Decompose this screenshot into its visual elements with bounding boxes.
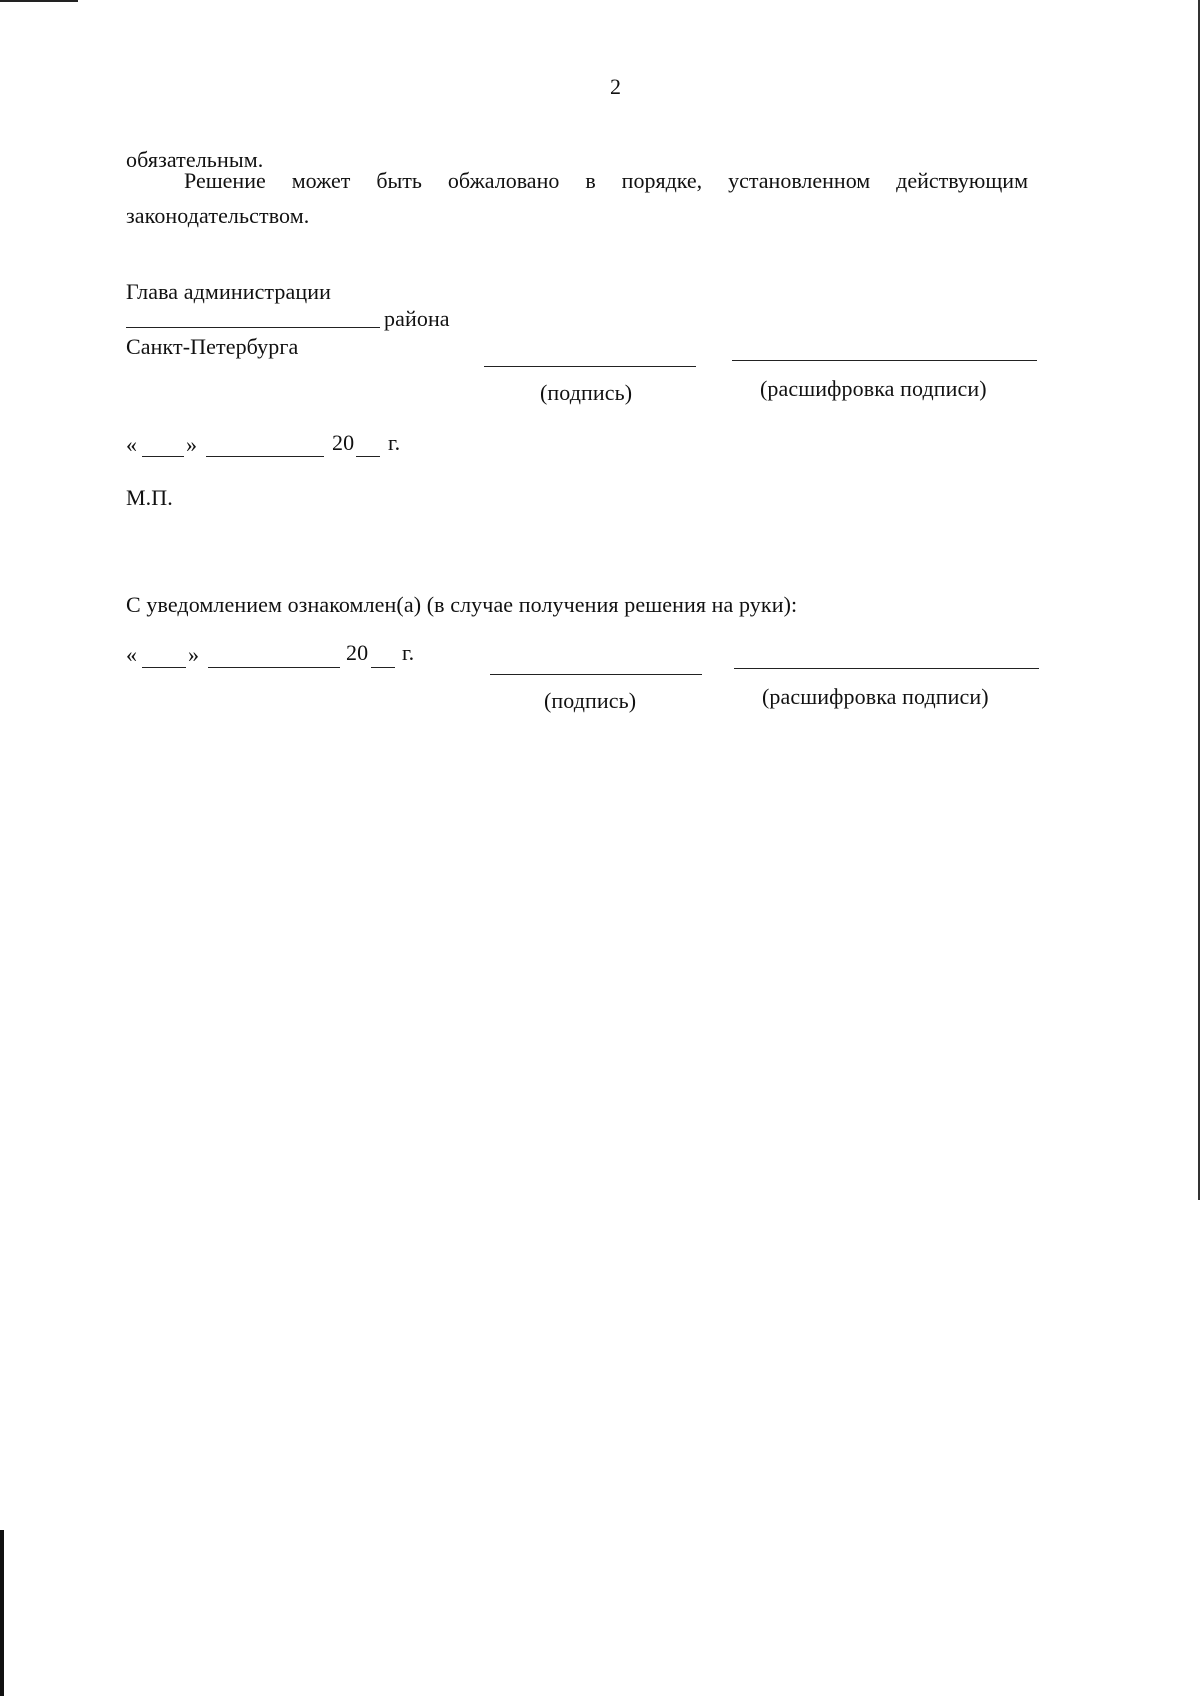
stamp-place: М.П. — [126, 485, 173, 510]
signer-title-line-1: Глава администрации — [126, 279, 332, 304]
signature-caption-2: (подпись) — [544, 688, 637, 713]
signer-title-line-3: Санкт-Петербурга — [126, 334, 299, 359]
signature-decode-caption-1: (расшифровка подписи) — [760, 376, 987, 401]
scan-edge-top — [0, 0, 78, 2]
signature-decode-caption-2: (расшифровка подписи) — [762, 684, 989, 709]
date-open-quote-1: « — [126, 432, 138, 457]
date-year-prefix-1: 20 — [332, 430, 355, 455]
date-year-blank-2 — [371, 667, 395, 668]
page-number: 2 — [610, 74, 622, 99]
body-paragraph: Решение может быть обжаловано в порядке, установленном действующим — [184, 168, 1028, 193]
signature-decode-line-2 — [734, 668, 1039, 669]
date-year-prefix-2: 20 — [346, 640, 369, 665]
date-day-blank-1 — [142, 456, 184, 457]
district-blank-line — [126, 327, 380, 328]
date-month-blank-2 — [208, 667, 340, 668]
date-close-quote-2: » — [188, 642, 200, 667]
scan-edge-left — [0, 1530, 4, 1696]
signature-caption-1: (подпись) — [540, 380, 633, 405]
date-year-suffix-2: г. — [402, 640, 415, 665]
signer-title-line-2-suffix: района — [384, 306, 450, 331]
date-year-suffix-1: г. — [388, 430, 401, 455]
body-line-3: законодательством. — [126, 203, 310, 228]
date-year-blank-1 — [356, 456, 380, 457]
date-close-quote-1: » — [186, 432, 198, 457]
signature-line-1 — [484, 366, 696, 367]
signature-decode-line-1 — [732, 360, 1037, 361]
date-day-blank-2 — [142, 667, 186, 668]
signature-line-2 — [490, 674, 702, 675]
date-month-blank-1 — [206, 456, 324, 457]
body-line-1: обязательным. — [126, 147, 264, 172]
date-open-quote-2: « — [126, 642, 138, 667]
acknowledgement-text: С уведомлением ознакомлен(а) (в случае получения решения на руки): — [126, 592, 798, 617]
